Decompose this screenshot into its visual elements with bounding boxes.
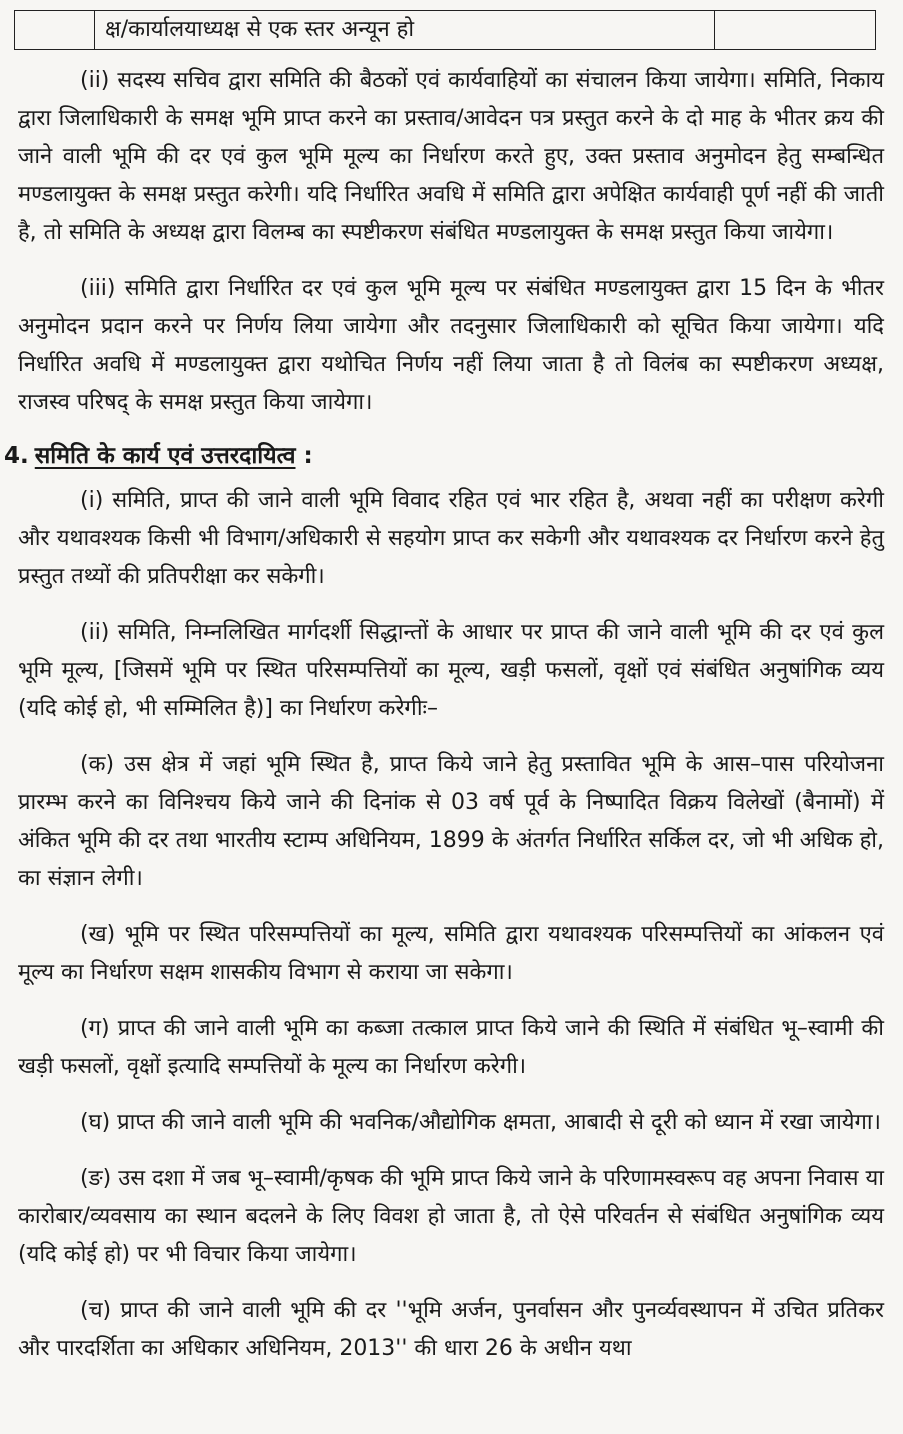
paragraph-4-ii-nga: (ङ) उस दशा में जब भू–स्वामी/कृषक की भूमि प्राप्त किये जाने के परिणामस्वरूप वह अपना निवास या कारोबार/व्यवसाय का स्थान बदलने के लिए विवश हो जाता है, तो ऐसे परिवर्तन से संबंधित अनुषांगिक व्यय (यदि कोई हो) पर भी विचार किया जायेगा। [18,1166,884,1267]
paragraph-4-ii-ka: (क) उस क्षेत्र में जहां भूमि स्थित है, प्राप्त किये जाने हेतु प्रस्तावित भूमि के आस–पास परियोजना प्रारम्भ करने का विनिश्चय किये जाने की दिनांक से 03 वर्ष पूर्व के निष्पादित विक्रय विलेखों (बैनामों) में अंकित भूमि की दर तथा भारतीय स्टाम्प अधिनियम, 1899 के अंतर्गत निर्धारित सर्किल दर, जो भी अधिक हो, का संज्ञान लेगी। [18,752,884,891]
table-cell-serial [15,11,95,49]
table-cell-remarks [715,11,875,49]
table-cell-designation: क्ष/कार्यालयाध्यक्ष से एक स्तर अन्यून हो [95,11,715,49]
document-body [4,62,884,1368]
paragraph-4-ii-kha: (ख) भूमि पर स्थित परिसम्पत्तियों का मूल्य, समिति द्वारा यथावश्यक परिसम्पत्तियों का आंकलन एवं मूल्य का निर्धारण सक्षम शासकीय विभाग से कराया जा सकेगा। [18,922,884,985]
section-title: समिति के कार्य एवं उत्तरदायित्व [34,443,296,469]
paragraph-4-ii-ga: (ग) प्राप्त की जाने वाली भूमि का कब्जा तत्काल प्राप्त किये जाने की स्थिति में संबंधित भू–स्वामी की खड़ी फसलों, वृक्षों इत्यादि सम्पत्तियों के मूल्य का निर्धारण करेगी। [18,1016,884,1079]
section-title-suffix: : [295,443,313,469]
paragraph-4-ii-gha: (घ) प्राप्त की जाने वाली भूमि की भवनिक/औद्योगिक क्षमता, आबादी से दूरी को ध्यान में रखा जायेगा। [80,1110,881,1135]
officer-table-row [14,10,876,50]
paragraph-4-ii: (ii) समिति, निम्नलिखित मार्गदर्शी सिद्धान्तों के आधार पर प्राप्त की जाने वाली भूमि की दर एवं कुल भूमि मूल्य, [जिसमें भूमि पर स्थित परिसम्पत्तियों का मूल्य, खड़ी फसलों, वृक्षों एवं संबंधित अनुषांगिक व्यय (यदि कोई हो, भी सम्मिलित है)] का निर्धारण करेगीः– [18,620,884,721]
paragraph-3-iii: (iii) समिति द्वारा निर्धारित दर एवं कुल भूमि मूल्य पर संबंधित मण्डलायुक्त द्वारा 15 दिन के भीतर अनुमोदन प्रदान करने पर निर्णय लिया जायेगा और तदनुसार जिलाधिकारी को सूचित किया जायेगा। यदि निर्धारित अवधि में मण्डलायुक्त द्वारा यथोचित निर्णय नहीं लिया जाता है तो विलंब का स्पष्टीकरण अध्यक्ष, राजस्व परिषद् के समक्ष प्रस्तुत किया जायेगा। [18,276,884,415]
section-4-heading [4,438,884,474]
paragraph-3-ii: (ii) सदस्य सचिव द्वारा समिति की बैठकों एवं कार्यवाहियों का संचालन किया जायेगा। समिति, निकाय द्वारा जिलाधिकारी के समक्ष भूमि प्राप्त करने का प्रस्ताव/आवेदन पत्र प्रस्तुत करने के दो माह के भीतर क्रय की जाने वाली भूमि की दर एवं कुल भूमि मूल्य का निर्धारण करते हुए, उक्त प्रस्ताव अनुमोदन हेतु सम्बन्धित मण्डलायुक्त के समक्ष प्रस्तुत करेगी। यदि निर्धारित अवधि में समिति द्वारा अपेक्षित कार्यवाही पूर्ण नहीं की जाती है, तो समिति के अध्यक्ष द्वारा विलम्ब का स्पष्टीकरण संबंधित मण्डलायुक्त के समक्ष प्रस्तुत किया जायेगा। [18,68,884,245]
paragraph-4-ii-cha: (च) प्राप्त की जाने वाली भूमि की दर ''भूमि अर्जन, पुनर्वासन और पुनर्व्यवस्थापन में उचित प्रतिकर और पारदर्शिता का अधिकार अधिनियम, 2013'' की धारा 26 के अधीन यथा [18,1298,884,1361]
paragraph-4-i: (i) समिति, प्राप्त की जाने वाली भूमि विवाद रहित एवं भार रहित है, अथवा नहीं का परीक्षण करेगी और यथावश्यक किसी भी विभाग/अधिकारी से सहयोग प्राप्त कर सकेगी और यथावश्यक दर निर्धारण करने हेतु प्रस्तुत तथ्यों की प्रतिपरीक्षा कर सकेगी। [18,488,884,589]
section-number: 4. [4,443,29,469]
